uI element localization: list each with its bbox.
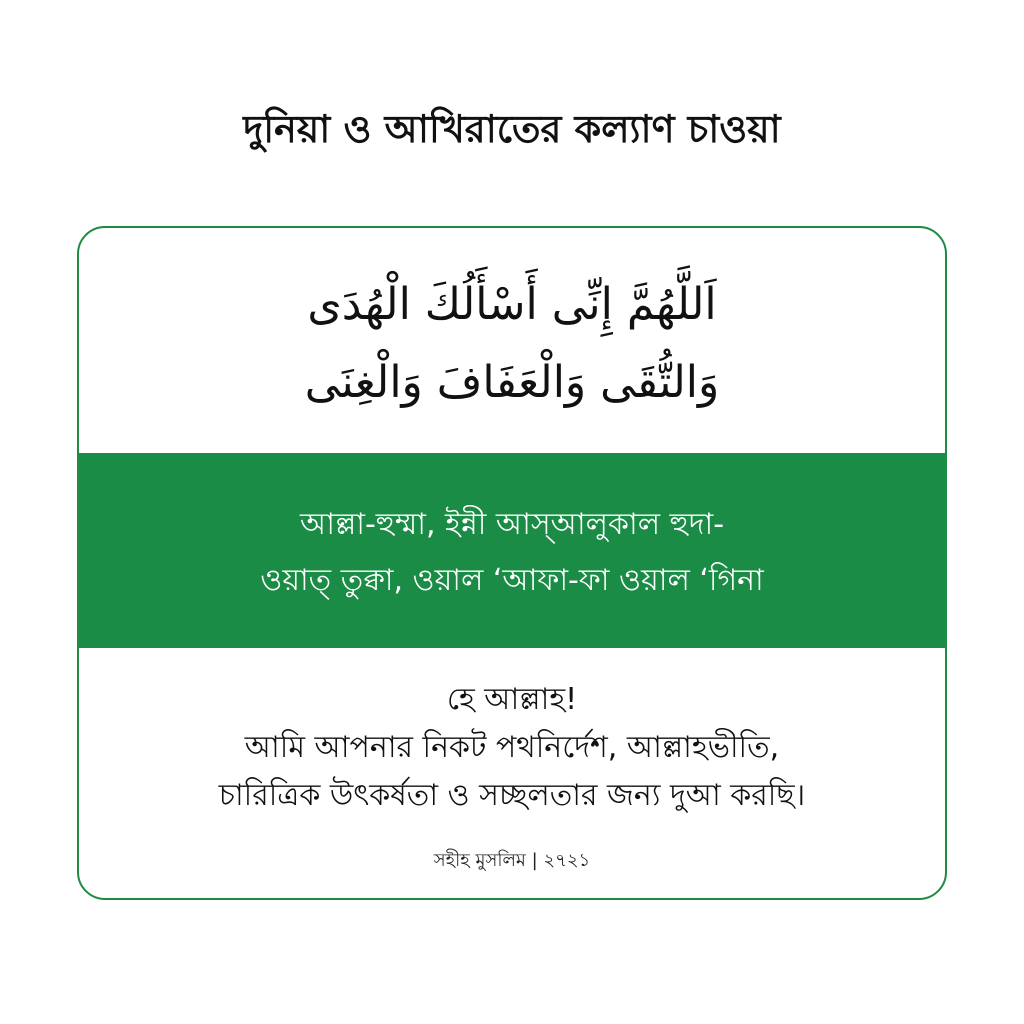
arabic-line-1: اَللَّهُمَّ إِنِّى أَسْأَلُكَ الْهُدَى — [307, 279, 717, 330]
meaning-line-3: চারিত্রিক উৎকর্ষতা ও সচ্ছলতার জন্য দুআ করছি। — [218, 778, 806, 813]
transliteration-line-2: ওয়াত্‌ তুক্বা, ওয়াল ‘আফা-ফা ওয়াল ‘গিনা — [260, 563, 764, 598]
arabic-line-2: وَالتُّقَى وَالْعَفَافَ وَالْغِنَى — [304, 357, 720, 408]
arabic-text — [79, 266, 945, 422]
transliteration-line-1: আল্লা-হুম্মা, ইন্নী আস্‌আলুকাল হুদা- — [299, 507, 725, 542]
page-title: দুনিয়া ও আখিরাতের কল্যাণ চাওয়া — [243, 107, 781, 151]
transliteration-text — [79, 497, 945, 609]
transliteration-band — [79, 453, 945, 648]
meaning-line-1: হে আল্লাহ! — [446, 682, 578, 717]
meaning-text — [79, 676, 945, 820]
meaning-line-2: আমি আপনার নিকট পথনির্দেশ, আল্লাহভীতি, — [244, 730, 780, 765]
source-reference: সহীহ মুসলিম | ২৭২১ — [433, 850, 591, 871]
dua-card — [77, 226, 947, 900]
